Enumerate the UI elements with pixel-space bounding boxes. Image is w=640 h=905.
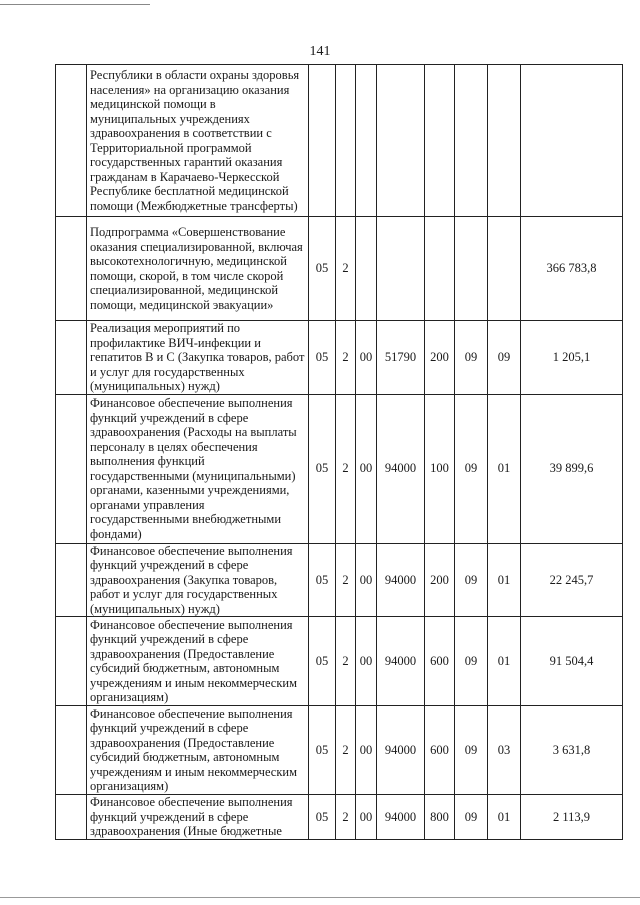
code-direction: 51790	[377, 321, 425, 395]
code-main-event	[356, 217, 377, 321]
page-number: 141	[309, 44, 331, 59]
code-main-event: 00	[356, 394, 377, 543]
row-name: Финансовое обеспечение выполнения функций учреждений в сфере здравоохранения (Иные бюджетные	[87, 795, 309, 840]
budget-table	[55, 64, 623, 840]
code-expense-type	[425, 217, 455, 321]
code-subsection: 01	[488, 795, 521, 840]
code-section: 09	[455, 543, 488, 617]
table-row	[56, 321, 623, 395]
row-name: Финансовое обеспечение выполнения функций учреждений в сфере здравоохранения (Предоставление субсидий бюджетным, автономным учреждениям и иным некоммерческим организациям)	[87, 706, 309, 795]
code-program: 05	[309, 795, 336, 840]
table-row	[56, 217, 623, 321]
row-number-cell	[56, 617, 87, 706]
code-expense-type: 800	[425, 795, 455, 840]
amount: 1 205,1	[521, 321, 623, 395]
code-section	[455, 65, 488, 217]
code-subprogram: 2	[336, 795, 356, 840]
row-number-cell	[56, 394, 87, 543]
code-section: 09	[455, 706, 488, 795]
code-program: 05	[309, 543, 336, 617]
code-section: 09	[455, 394, 488, 543]
code-subsection	[488, 217, 521, 321]
code-subsection: 03	[488, 706, 521, 795]
code-program: 05	[309, 706, 336, 795]
table-body	[56, 65, 623, 840]
code-main-event: 00	[356, 706, 377, 795]
code-program	[309, 65, 336, 217]
row-name: Финансовое обеспечение выполнения функций учреждений в сфере здравоохранения (Расходы на выплаты персоналу в целях обеспечения выполнения функций государственными (муниципальными) органами, казенными учреждениями, органами управления государственными внебюджетными фондами)	[87, 394, 309, 543]
amount: 366 783,8	[521, 217, 623, 321]
row-number-cell	[56, 543, 87, 617]
table-row	[56, 65, 623, 217]
row-name: Подпрограмма «Совершенствование оказания специализированной, включая высокотехнологичную, медицинской помощи, скорой, в том числе скорой специализированной, медицинской помощи, медицинской эвакуации»	[87, 217, 309, 321]
code-program: 05	[309, 394, 336, 543]
code-main-event	[356, 65, 377, 217]
table-row	[56, 543, 623, 617]
code-subprogram: 2	[336, 394, 356, 543]
code-direction: 94000	[377, 543, 425, 617]
code-subprogram: 2	[336, 321, 356, 395]
code-subprogram: 2	[336, 217, 356, 321]
table-row	[56, 706, 623, 795]
code-section: 09	[455, 617, 488, 706]
code-subsection: 01	[488, 394, 521, 543]
code-direction: 94000	[377, 706, 425, 795]
amount: 22 245,7	[521, 543, 623, 617]
code-direction: 94000	[377, 394, 425, 543]
code-section	[455, 217, 488, 321]
code-main-event: 00	[356, 543, 377, 617]
code-direction	[377, 217, 425, 321]
code-expense-type	[425, 65, 455, 217]
code-main-event: 00	[356, 321, 377, 395]
code-program: 05	[309, 217, 336, 321]
code-subsection: 09	[488, 321, 521, 395]
amount	[521, 65, 623, 217]
code-expense-type: 100	[425, 394, 455, 543]
code-program: 05	[309, 321, 336, 395]
code-section: 09	[455, 321, 488, 395]
code-expense-type: 600	[425, 706, 455, 795]
code-direction: 94000	[377, 617, 425, 706]
amount: 39 899,6	[521, 394, 623, 543]
row-number-cell	[56, 795, 87, 840]
scan-edge-line	[0, 4, 150, 5]
row-number-cell	[56, 65, 87, 217]
row-name: Финансовое обеспечение выполнения функций учреждений в сфере здравоохранения (Закупка товаров, работ и услуг для государственных (муниципальных) нужд)	[87, 543, 309, 617]
scan-edge-line	[0, 897, 640, 898]
amount: 3 631,8	[521, 706, 623, 795]
code-main-event: 00	[356, 795, 377, 840]
code-subsection	[488, 65, 521, 217]
table-row	[56, 394, 623, 543]
row-number-cell	[56, 706, 87, 795]
code-direction: 94000	[377, 795, 425, 840]
code-program: 05	[309, 617, 336, 706]
code-subprogram	[336, 65, 356, 217]
row-number-cell	[56, 217, 87, 321]
row-name: Реализация мероприятий по профилактике ВИЧ-инфекции и гепатитов В и С (Закупка товаров, работ и услуг для государственных (муниципальных) нужд)	[87, 321, 309, 395]
row-number-cell	[56, 321, 87, 395]
row-name: Республики в области охраны здоровья населения» на организацию оказания медицинской помощи в муниципальных учреждениях здравоохранения в соответствии с Территориальной программой государственных гарантий оказания гражданам в Карачаево-Черкесской Республике бесплатной медицинской помощи (Межбюджетные трансферты)	[87, 65, 309, 217]
code-main-event: 00	[356, 617, 377, 706]
row-name: Финансовое обеспечение выполнения функций учреждений в сфере здравоохранения (Предоставление субсидий бюджетным, автономным учреждениям и иным некоммерческим организациям)	[87, 617, 309, 706]
code-subprogram: 2	[336, 617, 356, 706]
code-subprogram: 2	[336, 706, 356, 795]
code-subprogram: 2	[336, 543, 356, 617]
code-subsection: 01	[488, 543, 521, 617]
code-expense-type: 200	[425, 321, 455, 395]
code-section: 09	[455, 795, 488, 840]
amount: 91 504,4	[521, 617, 623, 706]
table-row	[56, 795, 623, 840]
amount: 2 113,9	[521, 795, 623, 840]
code-direction	[377, 65, 425, 217]
table-row	[56, 617, 623, 706]
code-expense-type: 600	[425, 617, 455, 706]
code-expense-type: 200	[425, 543, 455, 617]
code-subsection: 01	[488, 617, 521, 706]
